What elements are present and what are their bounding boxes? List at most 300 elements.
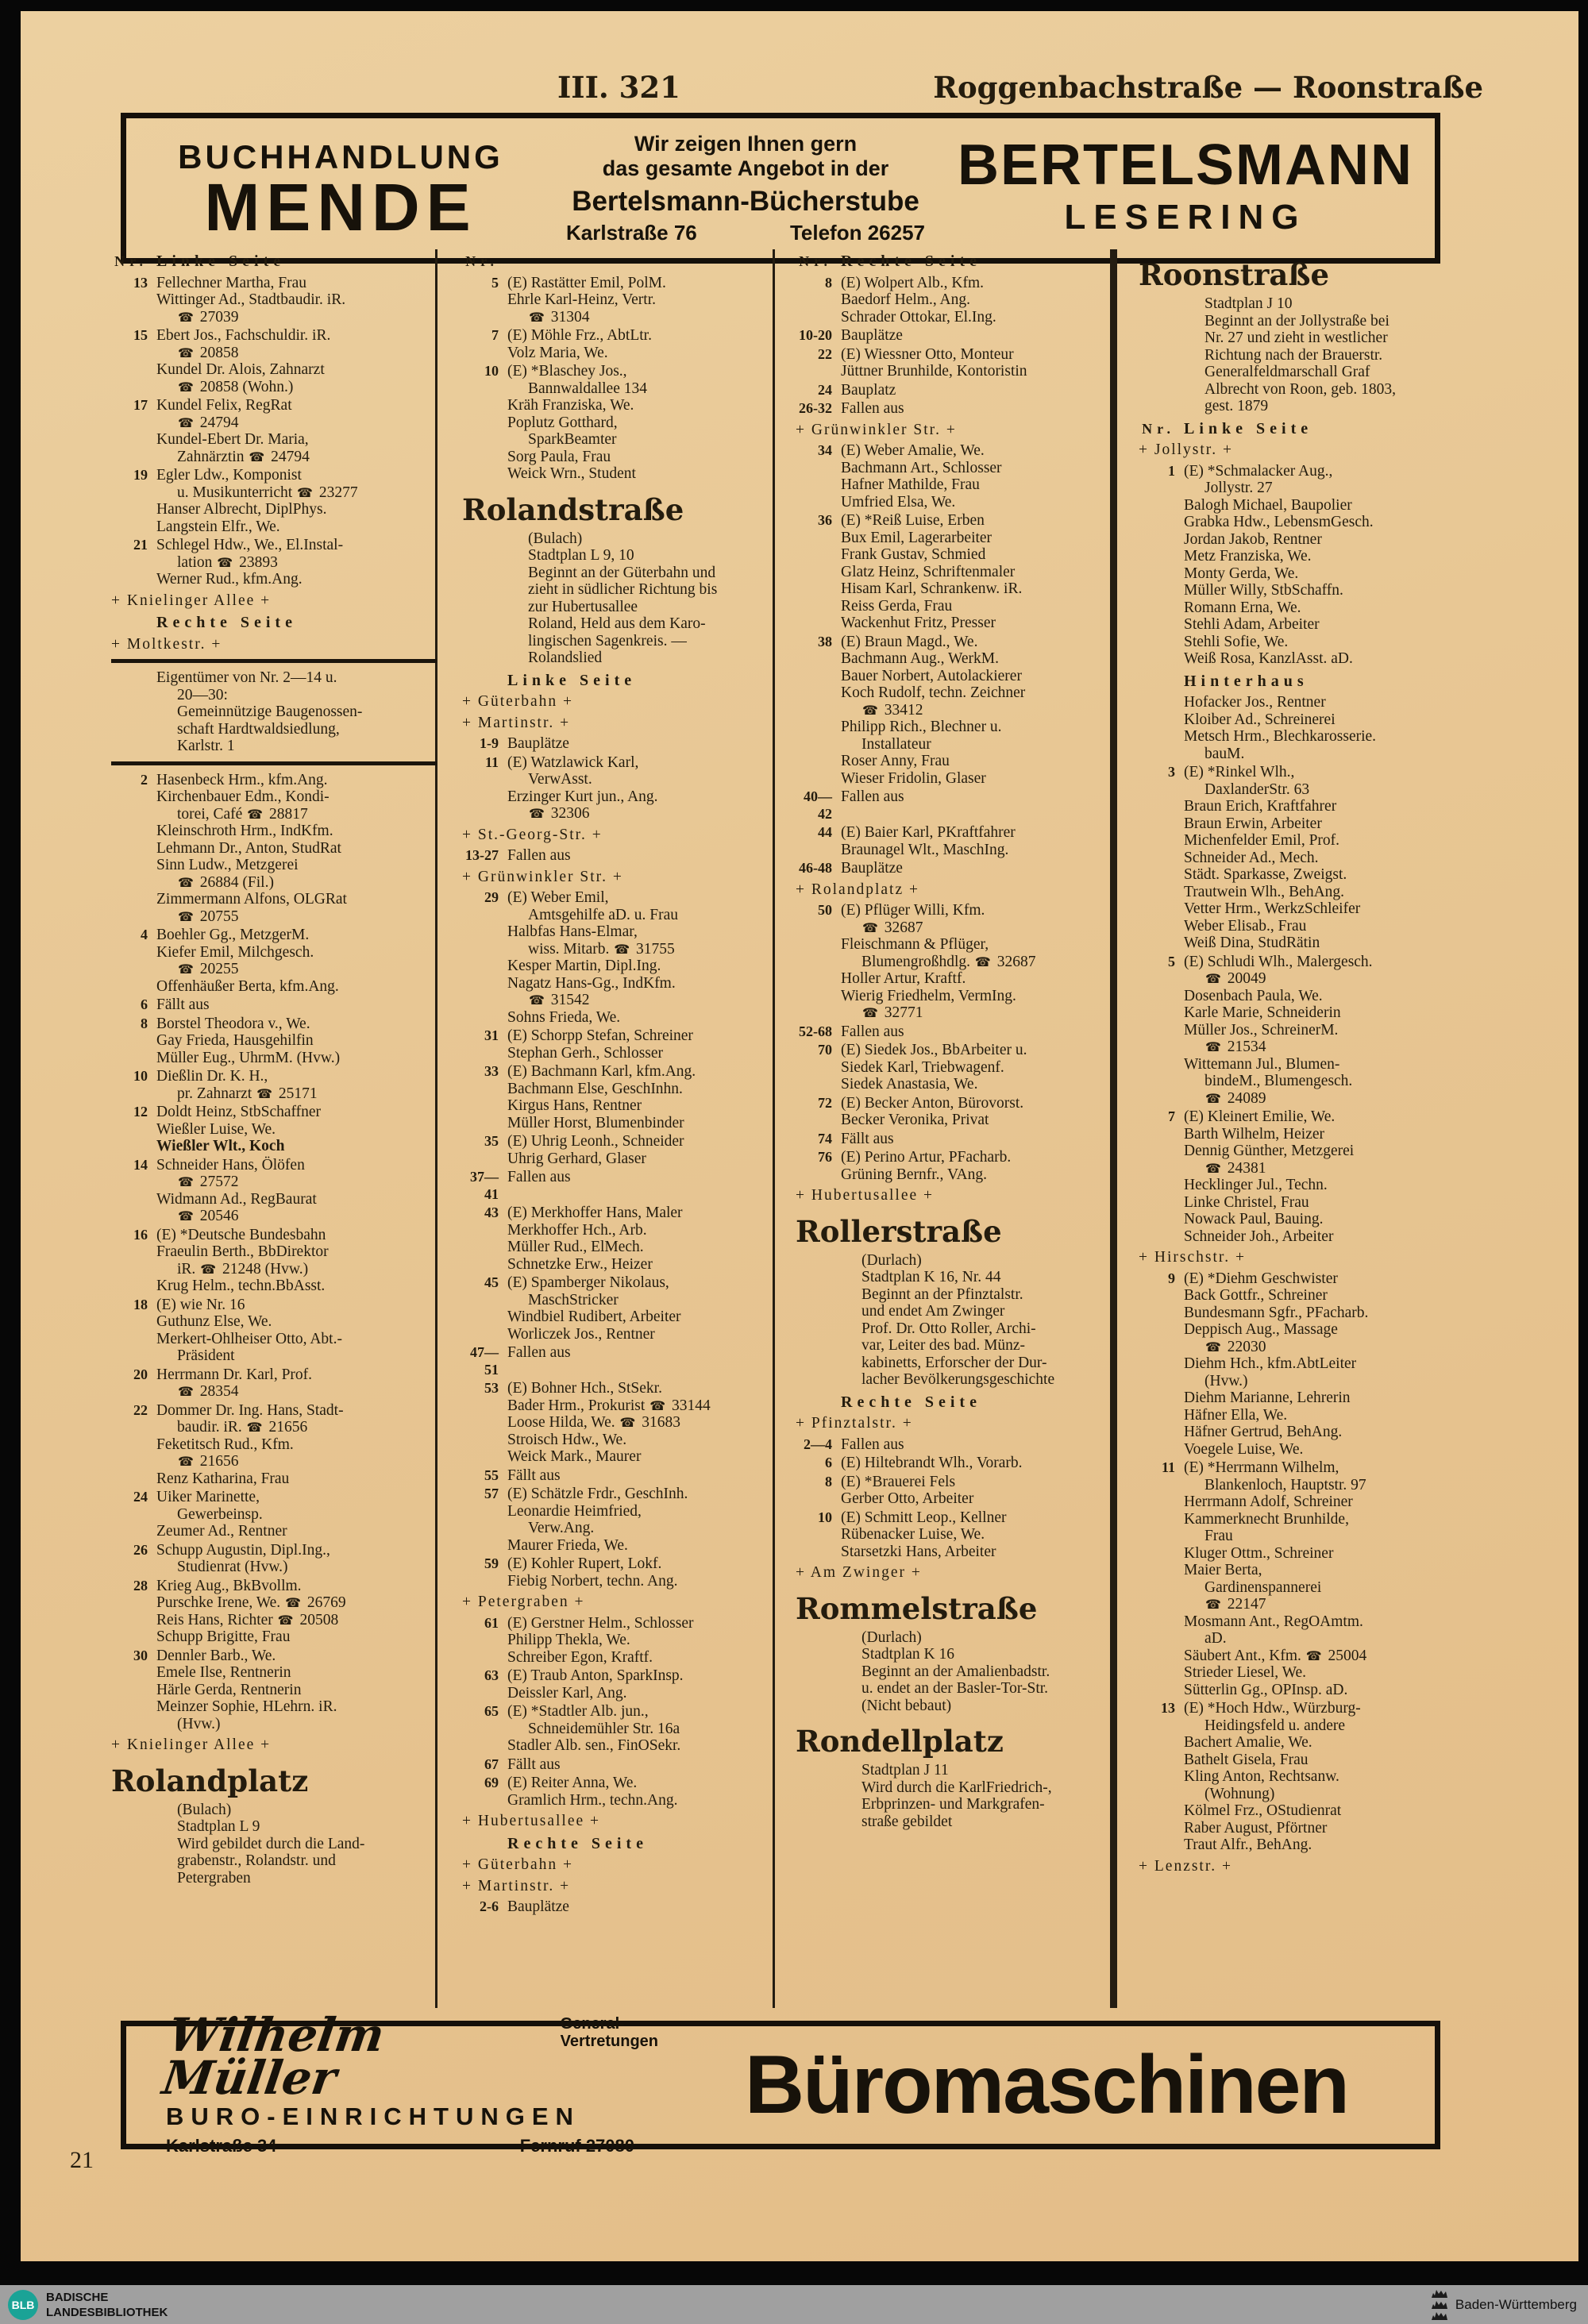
directory-line: grabenstr., Rolandstr. und xyxy=(177,1852,336,1869)
directory-line: 65 (E) *Stadtler Alb. jun., xyxy=(484,1703,649,1720)
directory-line: 72 (E) Becker Anton, Bürovorst. xyxy=(818,1094,1024,1112)
street-crossing: + Knielinger Allee + xyxy=(111,592,272,609)
directory-line: 76 (E) Perino Artur, PFacharb. xyxy=(818,1149,1012,1166)
advert-general-line2: Vertretungen xyxy=(560,2033,658,2050)
directory-line: Koch Rudolf, techn. Zeichner xyxy=(841,684,1026,701)
directory-line: 28 Krieg Aug., BkBvollm. xyxy=(133,1577,302,1594)
section-heading: Nr. Linke Seite xyxy=(114,252,286,270)
directory-line: 26-32 Fallen aus xyxy=(799,400,904,417)
phone-icon: ☎ xyxy=(256,1085,273,1101)
directory-line: Lehmann Dr., Anton, StudRat xyxy=(156,839,341,857)
directory-line: Kluger Ottm., Schreiner xyxy=(1184,1544,1334,1562)
directory-line: Rolandslied xyxy=(528,649,603,666)
directory-line: 70 (E) Siedek Jos., BbArbeiter u. xyxy=(818,1042,1027,1058)
directory-line: (Nicht bebaut) xyxy=(861,1697,952,1714)
directory-line: Stehli Sofie, We. xyxy=(1184,633,1289,650)
directory-line: Hofacker Jos., Rentner xyxy=(1184,694,1326,711)
directory-line: Umfried Elsa, We. xyxy=(841,493,956,511)
library-branding xyxy=(0,2290,168,2320)
baden-wuerttemberg-lions-icon xyxy=(1430,2288,1455,2321)
directory-line: 38 (E) Braun Magd., We. xyxy=(818,633,978,650)
phone-icon: ☎ xyxy=(285,1595,301,1610)
directory-line: Kiefer Emil, Milchgesch. xyxy=(156,943,314,961)
phone-icon: ☎ xyxy=(1205,1039,1221,1054)
directory-line: 30 Dennler Barb., We. xyxy=(133,1647,276,1664)
directory-line: ☎ 20858 (Wohn.) xyxy=(178,378,294,395)
section-heading: Nr. Rechte Seite xyxy=(799,252,981,270)
directory-line: Wackenhut Fritz, Presser xyxy=(841,615,996,631)
directory-line: Braun Erich, Kraftfahrer xyxy=(1184,798,1337,815)
directory-line: Hisam Karl, Schrankenw. iR. xyxy=(841,580,1023,597)
section-heading: Rechte Seite xyxy=(156,614,297,631)
directory-line: Amtsgehilfe aD. u. Frau xyxy=(528,906,679,923)
directory-line: Offenhäußer Berta, kfm.Ang. xyxy=(156,977,339,995)
section-heading: Nr. Linke Seite xyxy=(1142,419,1313,437)
street-crossing: + Rolandplatz + xyxy=(796,881,919,898)
directory-line: 14 Schneider Hans, Ölöfen xyxy=(133,1156,305,1174)
directory-line: Müller Jos., SchreinerM. xyxy=(1184,1021,1339,1039)
directory-line: Deppisch Aug., Massage xyxy=(1184,1321,1338,1338)
directory-line: Karle Marie, Schneiderin xyxy=(1184,1004,1341,1021)
directory-line: Weiß Rosa, KanzlAsst. aD. xyxy=(1184,650,1353,667)
directory-column-4 xyxy=(1139,248,1464,1879)
phone-icon: ☎ xyxy=(297,484,313,500)
directory-line: Bachmann Else, GeschInhn. xyxy=(507,1080,683,1097)
directory-line: Grabka Hdw., LebensmGesch. xyxy=(1184,514,1374,530)
directory-line: Bux Emil, Lagerarbeiter xyxy=(841,529,992,546)
phone-icon: ☎ xyxy=(614,941,630,957)
directory-line: ☎ 27039 xyxy=(178,308,239,326)
directory-line: Metz Franziska, We. xyxy=(1184,548,1312,565)
page-reference: III. 321 xyxy=(557,70,680,105)
directory-line: Wittinger Ad., Stadtbaudir. iR. xyxy=(156,291,346,308)
street-crossing: + Martinstr. + xyxy=(462,714,571,731)
directory-line: Grüning Bernfr., VAng. xyxy=(841,1166,987,1183)
advert-general-vertretungen xyxy=(540,2014,658,2050)
directory-line: 2 Hasenbeck Hrm., kfm.Ang. xyxy=(141,771,328,788)
directory-line: Diehm Marianne, Lehrerin xyxy=(1184,1389,1351,1406)
directory-line: 26 Schupp Augustin, Dipl.Ing., xyxy=(133,1541,330,1559)
phone-icon: ☎ xyxy=(1305,1648,1322,1663)
directory-line: ☎ 20546 xyxy=(178,1208,239,1224)
section-heading: Hinterhaus xyxy=(1184,672,1309,690)
directory-line: ☎ 20049 xyxy=(1205,970,1266,987)
directory-line: 9 (E) *Diehm Geschwister xyxy=(1168,1270,1338,1287)
street-crossing: + Hubertusallee + xyxy=(462,1813,601,1829)
directory-line: (Hvw.) xyxy=(1204,1372,1248,1389)
directory-line: 29 (E) Weber Emil, xyxy=(484,889,609,906)
phone-icon: ☎ xyxy=(1205,971,1221,986)
directory-line: Metsch Hrm., Blechkarosserie. xyxy=(1184,728,1377,745)
phone-icon: ☎ xyxy=(200,1261,217,1277)
directory-line: ☎ 20755 xyxy=(178,908,239,925)
directory-line: 11 (E) Watzlawick Karl, xyxy=(484,753,639,771)
advert-mueller-phone: Fernruf 27080 xyxy=(519,2136,634,2156)
phone-icon: ☎ xyxy=(178,1454,194,1469)
directory-line: Voegele Luise, We. xyxy=(1184,1440,1304,1458)
directory-line: Philipp Thekla, We. xyxy=(507,1632,630,1648)
directory-line: (Bulach) xyxy=(528,530,583,547)
directory-line: var, Leiter des bad. Münz- xyxy=(861,1337,1026,1354)
section-heading: Rechte Seite xyxy=(507,1834,648,1852)
directory-line: Kölmel Frz., OStudienrat xyxy=(1184,1802,1342,1819)
street-crossing: + Moltkestr. + xyxy=(111,635,222,653)
directory-line: 24 Bauplatz xyxy=(818,381,896,399)
directory-line: 36 (E) *Reiß Luise, Erben xyxy=(818,512,985,529)
phone-icon: ☎ xyxy=(178,414,194,430)
directory-line: 40—42 Fallen aus xyxy=(804,788,904,822)
directory-line: baudir. iR. ☎ 21656 xyxy=(177,1419,308,1436)
phone-icon: ☎ xyxy=(529,806,545,821)
advert-bertelsmann-line1: BERTELSMANN xyxy=(958,133,1413,197)
directory-line: Müller Eug., UhrmM. (Hvw.) xyxy=(156,1049,341,1066)
directory-line: Prof. Dr. Otto Roller, Archi- xyxy=(861,1320,1036,1337)
directory-line: 2-6 Bauplätze xyxy=(480,1898,569,1915)
directory-line: MaschStricker xyxy=(528,1291,619,1308)
directory-line: Kleinschroth Hrm., IndKfm. xyxy=(156,823,333,839)
directory-line: straße gebildet xyxy=(861,1813,953,1830)
directory-line: Kirgus Hans, Rentner xyxy=(507,1097,642,1114)
street-name-heading: Rollerstraße xyxy=(796,1213,1002,1249)
directory-line: 8 (E) *Brauerei Fels xyxy=(825,1473,956,1490)
directory-line: bindeM., Blumengesch. xyxy=(1204,1073,1353,1089)
advert-mende-line1: BUCHHANDLUNG xyxy=(178,138,503,175)
advert-buchhandlung-mende xyxy=(121,113,1440,264)
street-crossing: + Hubertusallee + xyxy=(796,1187,935,1204)
directory-line: Erzinger Kurt jun., Ang. xyxy=(507,788,658,805)
directory-line: 7 (E) Möhle Frz., AbtLtr. xyxy=(491,327,652,344)
directory-line: Bundesmann Sgfr., PFacharb. xyxy=(1184,1304,1369,1321)
directory-line: VerwAsst. xyxy=(528,771,592,788)
directory-line: Poplutz Gotthard, xyxy=(507,414,618,431)
directory-line: Ehrle Karl-Heinz, Vertr. xyxy=(507,291,656,308)
directory-line: ☎ 20858 xyxy=(178,344,239,361)
directory-line: Heidingsfeld u. andere xyxy=(1204,1717,1346,1734)
directory-line: Dennig Günther, Metzgerei xyxy=(1184,1143,1355,1159)
street-crossing: + St.-Georg-Str. + xyxy=(462,826,603,843)
directory-line: 5 (E) Schludi Wlh., Malergesch. xyxy=(1168,953,1373,970)
directory-line: ☎ 22147 xyxy=(1205,1596,1266,1613)
directory-line: Volz Maria, We. xyxy=(507,344,608,361)
directory-line: ☎ 24089 xyxy=(1205,1089,1266,1107)
directory-line: 31 (E) Schorpp Stefan, Schreiner xyxy=(484,1027,693,1044)
directory-line: Kammerknecht Brunhilde, xyxy=(1184,1510,1349,1528)
directory-line: Beginnt an der Jollystraße bei xyxy=(1204,312,1390,330)
directory-line: lingischen Sagenkreis. — xyxy=(528,632,687,649)
directory-line: Nowack Paul, Bauing. xyxy=(1184,1211,1324,1228)
advert-bertelsmann-line2: LESERING xyxy=(1064,198,1307,237)
directory-line: kabinetts, Erforscher der Dur- xyxy=(861,1354,1047,1371)
directory-line: Stroisch Hdw., We. xyxy=(507,1431,627,1448)
directory-line: 16 (E) *Deutsche Bundesbahn xyxy=(133,1226,326,1243)
directory-line: Rübenacker Luise, We. xyxy=(841,1526,985,1543)
advert-buecherstube-block xyxy=(555,132,936,245)
directory-line: 8 (E) Wolpert Alb., Kfm. xyxy=(825,274,985,291)
directory-line: Wießler Luise, We. xyxy=(156,1120,276,1138)
advert-bueroeinrichtungen: BURO-EINRICHTUNGEN xyxy=(166,2102,580,2130)
street-name-heading: Rolandstraße xyxy=(462,491,684,527)
directory-line: Wird gebildet durch die Land- xyxy=(177,1835,365,1852)
directory-line: 19 Egler Ldw., Komponist xyxy=(133,467,302,484)
directory-line: Beginnt an der Güterbahn und xyxy=(528,564,716,581)
directory-line: 3 (E) *Rinkel Wlh., xyxy=(1168,764,1295,780)
directory-line: Starsetzki Hans, Arbeiter xyxy=(841,1543,996,1560)
directory-line: ☎ 20255 xyxy=(178,961,239,977)
directory-line: Wird durch die KarlFriedrich-, xyxy=(861,1779,1052,1796)
directory-line: 20—30: xyxy=(177,686,228,703)
directory-line: Loose Hilda, We. ☎ 31683 xyxy=(507,1414,681,1431)
directory-line: wiss. Mitarb. ☎ 31755 xyxy=(528,940,675,958)
directory-line: Fraeulin Berth., BbDirektor xyxy=(156,1243,329,1260)
directory-line: ☎ 32306 xyxy=(529,805,590,822)
directory-line: 45 (E) Spamberger Nikolaus, xyxy=(484,1274,669,1291)
advert-buecherstube-phone: Telefon 26257 xyxy=(789,220,925,245)
directory-line: Kesper Martin, Dipl.Ing. xyxy=(507,958,661,974)
advert-mueller-address: Karlstraße 34 xyxy=(166,2136,277,2156)
directory-line: Gramlich Hrm., techn.Ang. xyxy=(507,1791,678,1809)
directory-line: Fleischmann & Pflüger, xyxy=(841,936,989,953)
directory-line: Installateur xyxy=(861,735,931,753)
directory-line: Feketitsch Rud., Kfm. xyxy=(156,1436,294,1453)
directory-line: Präsident xyxy=(177,1347,235,1364)
directory-line: Gemeinnützige Baugenossen- xyxy=(177,703,363,720)
directory-line: Müller Rud., ElMech. xyxy=(507,1239,644,1255)
directory-line: 50 (E) Pflüger Willi, Kfm. xyxy=(818,902,985,919)
directory-line: 18 (E) wie Nr. 16 xyxy=(133,1296,245,1313)
directory-line: 61 (E) Gerstner Helm., Schlosser xyxy=(484,1614,694,1632)
directory-line: Stadler Alb. sen., FinOSekr. xyxy=(507,1737,681,1754)
directory-line: und endet Am Zwinger xyxy=(861,1303,1005,1320)
directory-line: Schnetzke Erw., Heizer xyxy=(507,1255,653,1273)
directory-line: Jollystr. 27 xyxy=(1204,480,1273,496)
directory-line: Meinzer Sophie, HLehrn. iR. xyxy=(156,1698,337,1715)
directory-line: Worliczek Jos., Rentner xyxy=(507,1325,655,1343)
directory-line: Städt. Sparkasse, Zweigst. xyxy=(1184,866,1347,883)
directory-line: 4 Boehler Gg., MetzgerM. xyxy=(141,927,310,943)
directory-line: Langstein Elfr., We. xyxy=(156,518,280,535)
directory-line: Stadtplan K 16 xyxy=(861,1646,954,1663)
directory-line: 55 Fällt aus xyxy=(484,1466,561,1484)
directory-line: Hafner Mathilde, Frau xyxy=(841,476,980,493)
scanned-page xyxy=(21,11,1578,2261)
street-crossing: + Güterbahn + xyxy=(462,693,574,710)
phone-icon: ☎ xyxy=(1205,1160,1221,1176)
directory-line: Hanser Albrecht, DiplPhys. xyxy=(156,501,327,518)
directory-line: Bachmann Art., Schlosser xyxy=(841,459,1002,476)
directory-line: Generalfeldmarschall Graf xyxy=(1204,364,1370,380)
advert-bueromaschinen: Büromaschinen xyxy=(745,2038,1348,2131)
advert-slogan-line2: das gesamte Angebot in der xyxy=(602,156,889,180)
directory-line: Uhrig Gerhard, Glaser xyxy=(507,1150,646,1167)
directory-line: Dosenbach Paula, We. xyxy=(1184,987,1323,1004)
directory-line: schaft Hardtwaldsiedlung, xyxy=(177,720,340,738)
phone-icon: ☎ xyxy=(178,309,194,325)
directory-line: ☎ 27572 xyxy=(178,1174,239,1190)
directory-line: 53 (E) Bohner Hch., StSekr. xyxy=(484,1380,662,1397)
directory-line: Traut Alfr., BehAng. xyxy=(1184,1836,1312,1853)
phone-icon: ☎ xyxy=(1205,1597,1221,1612)
directory-line: torei, Café ☎ 28817 xyxy=(177,805,308,823)
directory-line: Schneidemühler Str. 16a xyxy=(528,1720,680,1737)
directory-line: 20 Herrmann Dr. Karl, Prof. xyxy=(133,1366,313,1383)
directory-line: 1-9 Bauplätze xyxy=(480,735,569,752)
directory-line: Weick Wrn., Student xyxy=(507,465,636,482)
directory-line: Balogh Michael, Baupolier xyxy=(1184,496,1352,514)
phone-icon: ☎ xyxy=(619,1415,636,1430)
directory-line: Holler Artur, Kraftf. xyxy=(841,970,966,987)
directory-column-1 xyxy=(111,248,437,1887)
directory-line: ☎ 24381 xyxy=(1205,1159,1266,1177)
phone-icon: ☎ xyxy=(178,379,194,395)
directory-line: 21 Schlegel Hdw., We., El.Instal- xyxy=(133,537,344,553)
directory-line: ☎ 21656 xyxy=(178,1453,239,1470)
directory-line: Widmann Ad., RegBaurat xyxy=(156,1190,317,1208)
directory-line: 52-68 Fallen aus xyxy=(799,1023,904,1040)
directory-line: 24 Uiker Marinette, xyxy=(133,1489,260,1505)
directory-line: Zahnärztin ☎ 24794 xyxy=(177,448,310,465)
directory-line: 67 Fällt aus xyxy=(484,1756,561,1773)
directory-line: ☎ 28354 xyxy=(178,1383,239,1400)
phone-icon: ☎ xyxy=(178,962,194,977)
directory-line: Nagatz Hans-Gg., IndKfm. xyxy=(507,974,676,992)
street-crossing: + Petergraben + xyxy=(462,1594,585,1610)
advert-buecherstube-address: Karlstraße 76 xyxy=(566,220,697,245)
directory-line: Schneider Joh., Arbeiter xyxy=(1184,1228,1334,1245)
library-name-line2: LANDESBIBLIOTHEK xyxy=(46,2305,168,2319)
directory-line: Reis Hans, Richter ☎ 20508 xyxy=(156,1611,339,1628)
directory-line: Karlstr. 1 xyxy=(177,738,235,754)
directory-line: ☎ 22030 xyxy=(1205,1338,1266,1355)
directory-line: 57 (E) Schätzle Frdr., GeschInh. xyxy=(484,1486,688,1502)
advert-mende-block xyxy=(126,138,555,245)
directory-line: Beginnt an der Amalienbadstr. xyxy=(861,1663,1050,1680)
state-branding xyxy=(1430,2288,1588,2321)
directory-line: Renz Katharina, Frau xyxy=(156,1470,290,1487)
directory-line: (Bulach) xyxy=(177,1801,232,1818)
directory-line: Häfner Gertrud, BehAng. xyxy=(1184,1424,1343,1440)
directory-line: Jüttner Brunhilde, Kontoristin xyxy=(841,363,1027,380)
directory-line: Werner Rud., kfm.Ang. xyxy=(156,571,303,588)
directory-line: Vetter Hrm., WerkzSchleifer xyxy=(1184,900,1361,917)
directory-line: Stadtplan J 11 xyxy=(861,1762,949,1779)
scan-edge xyxy=(0,2261,1588,2285)
directory-line: Albrecht von Roon, geb. 1803, xyxy=(1204,380,1397,398)
directory-line: ☎ 24794 xyxy=(178,414,239,431)
section-heading: Linke Seite xyxy=(507,671,637,689)
advert-mueller-name: Wilhelm Müller xyxy=(159,2008,388,2105)
library-footer-bar xyxy=(0,2285,1588,2324)
directory-line: Glatz Heinz, Schriftenmaler xyxy=(841,563,1016,580)
directory-column-2 xyxy=(462,248,788,1916)
directory-line: 10 (E) *Blaschey Jos., xyxy=(484,363,627,380)
advert-slogan-line1: Wir zeigen Ihnen gern xyxy=(634,131,858,156)
directory-line: 44 (E) Baier Karl, PKraftfahrer xyxy=(818,824,1016,841)
directory-line: 17 Kundel Felix, RegRat xyxy=(133,397,292,414)
directory-line: Schupp Brigitte, Frau xyxy=(156,1628,291,1645)
directory-line: ☎ 31304 xyxy=(529,308,590,326)
directory-line: 8 Borstel Theodora v., We. xyxy=(141,1015,310,1032)
directory-line: 22 (E) Wiessner Otto, Monteur xyxy=(818,345,1014,363)
street-name-heading: Rondellplatz xyxy=(796,1724,1004,1759)
directory-line: Studienrat (Hvw.) xyxy=(177,1559,288,1575)
directory-line: zieht in südlicher Richtung bis xyxy=(528,581,718,598)
directory-line: Frau xyxy=(1204,1528,1233,1544)
directory-line: 6 Fällt aus xyxy=(141,996,210,1013)
directory-line: Fiebig Norbert, techn. Ang. xyxy=(507,1572,678,1590)
directory-line: Kundel Dr. Alois, Zahnarzt xyxy=(156,361,325,378)
directory-line: Roland, Held aus dem Karo- xyxy=(528,615,706,632)
phone-icon: ☎ xyxy=(649,1397,666,1413)
directory-line: Deissler Karl, Ang. xyxy=(507,1684,627,1702)
directory-line: Becker Veronika, Privat xyxy=(841,1112,989,1128)
directory-line: pr. Zahnarzt ☎ 25171 xyxy=(177,1085,318,1102)
directory-line: Windbiel Rudibert, Arbeiter xyxy=(507,1308,681,1325)
blb-logo-icon: BLB xyxy=(8,2290,38,2320)
directory-line: Baedorf Helm., Ang. xyxy=(841,291,971,308)
directory-line: 6 (E) Hiltebrandt Wlh., Vorarb. xyxy=(825,1455,1023,1471)
directory-line: 10 (E) Schmitt Leop., Kellner xyxy=(818,1509,1007,1526)
directory-line: Stadtplan J 10 xyxy=(1204,295,1293,312)
library-name-line1: BADISCHE xyxy=(46,2290,109,2304)
directory-line: Beginnt an der Pfinztalstr. xyxy=(861,1285,1023,1303)
directory-line: Erbprinzen- und Markgrafen- xyxy=(861,1796,1045,1813)
directory-line: Emele Ilse, Rentnerin xyxy=(156,1664,291,1681)
directory-line: 33 (E) Bachmann Karl, kfm.Ang. xyxy=(484,1063,696,1080)
directory-line: (Wohnung) xyxy=(1204,1785,1275,1802)
directory-line: ☎ 33412 xyxy=(862,701,923,719)
directory-line: ☎ 32687 xyxy=(862,919,923,936)
directory-line: Nr. 27 und zieht in westlicher xyxy=(1204,330,1388,346)
directory-line: Schreiber Egon, Kraftf. xyxy=(507,1648,653,1666)
directory-line: Mosmann Ant., RegOAmtm. xyxy=(1184,1613,1363,1630)
advert-mueller-block xyxy=(126,2008,658,2156)
directory-line: aD. xyxy=(1204,1630,1227,1647)
advert-wilhelm-mueller xyxy=(121,2008,1440,2156)
street-crossing: + Hirschstr. + xyxy=(1139,1249,1247,1266)
directory-line: Raber August, Pförtner xyxy=(1184,1819,1328,1836)
directory-line: Bachert Amalie, We. xyxy=(1184,1734,1312,1751)
directory-line: Maurer Frieda, We. xyxy=(507,1536,628,1554)
phone-icon: ☎ xyxy=(974,954,991,969)
directory-line: Stadtplan L 9, 10 xyxy=(528,547,634,564)
directory-line: Härle Gerda, Rentnerin xyxy=(156,1681,302,1698)
directory-line: Jordan Jakob, Rentner xyxy=(1184,530,1322,548)
advert-bertelsmann-block xyxy=(936,133,1435,237)
directory-line: ☎ 31542 xyxy=(529,992,590,1008)
directory-line: 12 Doldt Heinz, StbSchaffner xyxy=(133,1104,322,1120)
phone-icon: ☎ xyxy=(178,345,194,360)
section-heading: Nr. xyxy=(465,253,499,269)
directory-column-3 xyxy=(796,248,1121,1830)
phone-icon: ☎ xyxy=(862,1005,878,1020)
phone-icon: ☎ xyxy=(246,1420,263,1435)
street-crossing: + Güterbahn + xyxy=(462,1856,574,1873)
street-crossing: + Am Zwinger + xyxy=(796,1564,922,1581)
section-heading: Rechte Seite xyxy=(841,1393,981,1411)
directory-line: Bannwaldallee 134 xyxy=(528,380,647,397)
street-name-heading: Rolandplatz xyxy=(111,1763,309,1798)
directory-line: 34 (E) Weber Amalie, We. xyxy=(818,442,985,459)
directory-line: Weick Mark., Maurer xyxy=(507,1448,642,1465)
phone-icon: ☎ xyxy=(529,309,545,325)
directory-line: gest. 1879 xyxy=(1204,398,1269,414)
directory-line: Braunagel Wlt., MaschIng. xyxy=(841,841,1009,858)
directory-line: (Hvw.) xyxy=(177,1715,221,1732)
directory-line: Weiß Dina, StudRätin xyxy=(1184,935,1320,951)
directory-line: Reiss Gerda, Frau xyxy=(841,597,953,615)
advert-buecherstube-name: Bertelsmann-Bücherstube xyxy=(572,185,919,217)
directory-line: 43 (E) Merkhoffer Hans, Maler xyxy=(484,1204,683,1221)
